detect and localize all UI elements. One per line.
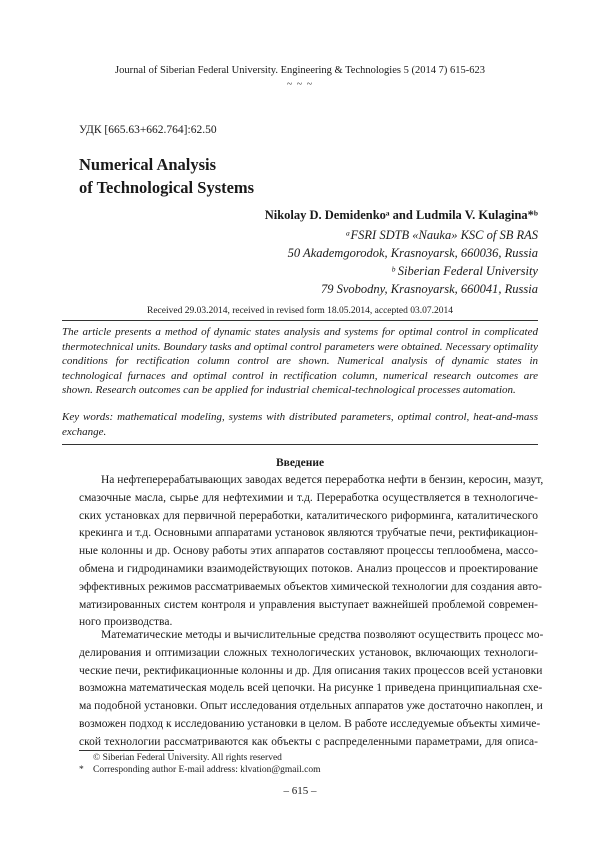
paragraph-2 <box>79 627 544 752</box>
paper-title <box>79 153 254 199</box>
header-ornament: ~ ~ ~ <box>286 79 314 90</box>
footnote-asterisk: * <box>79 765 84 775</box>
text-line: ской технологии рассматриваются как объекты с распределенными параметрами, для описа- <box>79 735 538 748</box>
corresponding-author-text: Corresponding author E-mail address: klvation@gmail.com <box>93 765 321 775</box>
affiliation-a-address: 50 Akademgorodok, Krasnoyarsk, 660036, Russia <box>287 246 538 260</box>
abstract-top-rule <box>62 320 538 321</box>
text-line: возможен подход к исследованию установки в целом. В работе исследуемые объекты химиче- <box>79 717 541 730</box>
journal-header: Journal of Siberian Federal University. Engineering & Technologies 5 (2014 7) 615-623 <box>115 65 485 76</box>
author-line: Nikolay D. Demidenkoᵃ and Ludmila V. Kulagina*ᵇ <box>264 208 538 222</box>
affiliation-a-name: ᵃFSRI SDTB «Nauka» KSC of SB RAS <box>345 228 538 242</box>
text-line: На нефтеперерабатывающих заводах ведется переработка нефти в бензин, керосин, мазут, <box>101 474 544 486</box>
text-line: ческие печи, ректификационные колонны и др. Для описания таких процессов всей установки <box>79 664 543 677</box>
title-line-2: of Technological Systems <box>79 178 255 197</box>
copyright-footnote <box>79 753 282 763</box>
paragraph-1 <box>79 472 544 632</box>
text-line: ного производства. <box>79 616 173 629</box>
footnote-rule <box>79 750 174 751</box>
copyright-text: © Siberian Federal University. All rights reserved <box>93 753 282 763</box>
abstract-bottom-rule <box>62 444 538 445</box>
text-line: смазочные масла, сырье для нефтехимии и т.д. Переработка осуществляется в технологиче- <box>79 491 538 504</box>
received-dates: Received 29.03.2014, received in revised form 18.05.2014, accepted 03.07.2014 <box>146 306 454 316</box>
text-line: обмена и гидродинамики взаимодействующих потоков. Анализ процессов и проектирование <box>79 562 538 575</box>
corresponding-author-footnote <box>79 765 320 775</box>
text-line: делирования и оптимизации сложных технологических установок, включающих технологи- <box>79 646 538 659</box>
keywords: Key words: mathematical modeling, systems with distributed parameters, optimal control, heat-and-mass exchange. <box>62 411 538 438</box>
text-line: Математические методы и вычислительные средства позволяют осуществить процесс мо- <box>101 629 544 641</box>
text-line: возможна математическая модель всей цепочки. На рисунке 1 приведена принципиальная схе- <box>79 682 543 695</box>
affiliation-b-address: 79 Svobodny, Krasnoyarsk, 660041, Russia <box>320 282 538 296</box>
text-line: матизированных систем контроля и управления выступает важнейшей проблемой современ- <box>79 598 538 611</box>
affiliation-b-name: ᵇ Siberian Federal University <box>391 264 538 278</box>
udk-code: УДК [665.63+662.764]:62.50 <box>79 124 217 136</box>
section-heading: Введение <box>275 457 325 469</box>
page-number: – 615 – <box>283 785 317 797</box>
text-line: эффективных режимов рассматриваемых объектов химической технологии для создания авто- <box>79 580 542 593</box>
abstract: The article presents a method of dynamic states analysis and systems for optimal control in complicated thermotechnical units. Boundary tasks and optimal control parameters were obtained. Necessary optimality conditions for rectification column control are shown. Numerical analysis of dynamic states in technological furnaces and optimal control in rectification column, numerical research outcomes are shown. Research outcomes can be applied for industrial chemical-technological processes automation. <box>62 326 538 396</box>
text-line: ные колонны и др. Основу работы этих аппаратов составляют процессы теплообмена, массо- <box>79 545 538 558</box>
title-line-1: Numerical Analysis <box>79 155 217 174</box>
text-line: ма подобной установки. Опыт исследования отдельных аппаратов уже достаточно накоплен, и <box>79 700 543 713</box>
text-line: крекинга и т.д. Основными аппаратами установок являются трубчатые печи, ректификацион- <box>79 527 538 540</box>
text-line: ских установках для первичной переработки, каталитического риформинга, каталитического <box>79 509 538 522</box>
